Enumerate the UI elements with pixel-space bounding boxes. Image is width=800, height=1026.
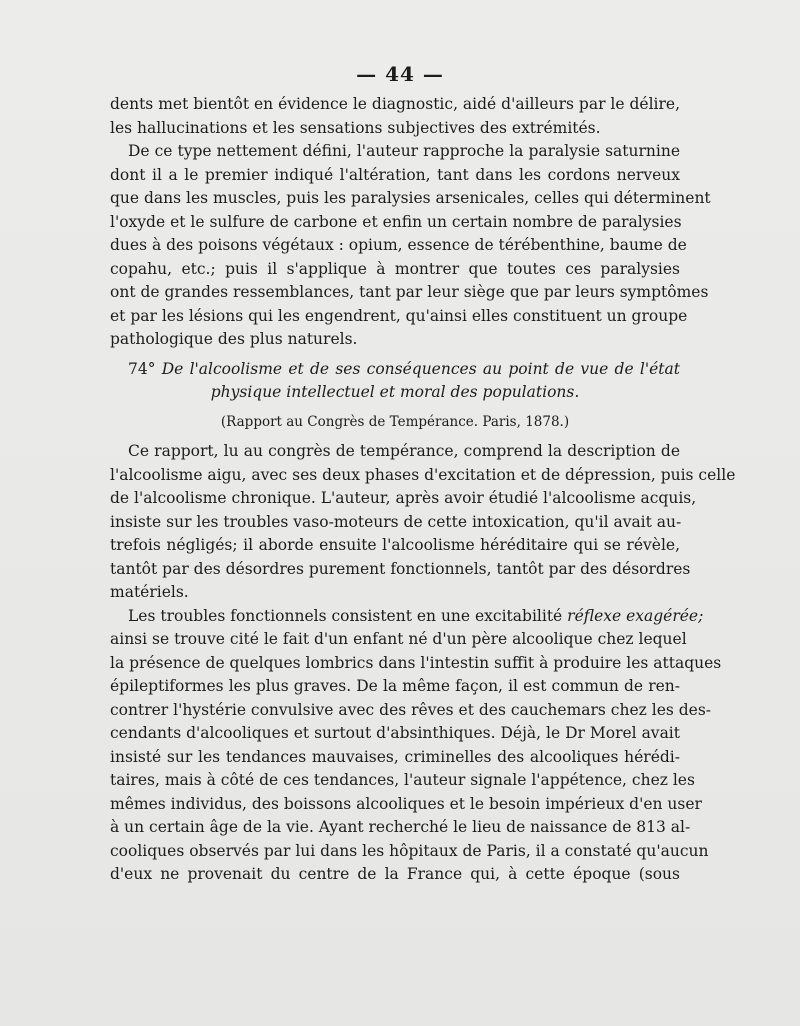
section-title-line-2: physique intellectuel et moral des populations. <box>210 383 580 401</box>
text-line: à un certain âge de la vie. Ayant recherché le lieu de naissance de 813 al- <box>110 818 691 836</box>
text-line: ont de grandes ressemblances, tant par leur siège que par leurs symptômes <box>110 283 709 301</box>
page-body <box>110 93 736 887</box>
paragraph-3 <box>110 440 736 605</box>
text-line: de l'alcoolisme chronique. L'auteur, après avoir étudié l'alcoolisme acquis, <box>110 489 697 507</box>
text-line: l'alcoolisme aigu, avec ses deux phases d'excitation et de dépression, puis celle <box>110 465 736 484</box>
text-line: les hallucinations et les sensations subjectives des extrémités. <box>110 118 601 137</box>
paragraph-2 <box>110 140 711 352</box>
text-line: pathologique des plus naturels. <box>110 330 358 348</box>
text-line: l'oxyde et le sulfure de carbone et enfin un certain nombre de paralysies <box>110 212 682 231</box>
section-title-text: De l'alcoolisme et de ses conséquences au point de vue de l'état <box>161 359 680 378</box>
section-title <box>110 358 680 405</box>
text-line: contrer l'hystérie convulsive avec des rêves et des cauchemars chez les des- <box>110 700 712 719</box>
paragraph-4 <box>110 605 722 887</box>
section-number: 74° <box>128 359 156 378</box>
text-line <box>110 605 704 629</box>
text-line: matériels. <box>110 583 189 601</box>
text-line: dues à des poisons végétaux : opium, essence de térébenthine, baume de <box>110 236 687 254</box>
text-line: De ce type nettement défini, l'auteur rapproche la paralysie saturnine <box>128 142 680 160</box>
text-line: dont il a le premier indiqué l'altération, tant dans les cordons nerveux <box>110 165 680 184</box>
text-line: et par les lésions qui les engendrent, qu'ainsi elles constituent un groupe <box>110 306 688 325</box>
page-number: — 44 — <box>356 62 444 86</box>
text-line: insisté sur les tendances mauvaises, criminelles des alcooliques hérédi- <box>110 747 680 766</box>
emphasis-text: réflexe exagérée; <box>567 606 704 625</box>
text-line: la présence de quelques lombrics dans l'intestin suffit à produire les attaques <box>110 653 722 672</box>
text-line: cendants d'alcooliques et surtout d'absinthiques. Déjà, le Dr Morel avait <box>110 724 680 742</box>
text-line: cooliques observés par lui dans les hôpitaux de Paris, il a constaté qu'aucun <box>110 841 709 860</box>
text-line: d'eux ne provenait du centre de la France qui, à cette époque (sous <box>110 865 680 883</box>
text-line: tantôt par des désordres purement fonctionnels, tantôt par des désordres <box>110 559 691 578</box>
text-line: que dans les muscles, puis les paralysies arsenicales, celles qui déterminent <box>110 189 711 207</box>
section-title-line-1 <box>110 358 680 382</box>
text-line: Ce rapport, lu au congrès de tempérance, comprend la description de <box>128 442 680 460</box>
text-line: trefois négligés; il aborde ensuite l'alcoolisme héréditaire qui se révèle, <box>110 536 680 554</box>
text-run: Les troubles fonctionnels consistent en une excitabilité <box>128 606 568 625</box>
text-line: insiste sur les troubles vaso-moteurs de cette intoxication, qu'il avait au- <box>110 512 682 531</box>
text-line: taires, mais à côté de ces tendances, l'auteur signale l'appétence, chez les <box>110 771 695 789</box>
paragraph-1 <box>110 93 680 140</box>
text-line: dents met bientôt en évidence le diagnostic, aidé d'ailleurs par le délire, <box>110 95 680 113</box>
text-line: ainsi se trouve cité le fait d'un enfant né d'un père alcoolique chez lequel <box>110 630 687 648</box>
text-line: épileptiformes les plus graves. De la même façon, il est commun de ren- <box>110 677 680 695</box>
text-line: copahu, etc.; puis il s'applique à montrer que toutes ces paralysies <box>110 259 680 278</box>
source-note: (Rapport au Congrès de Tempérance. Paris, 1878.) <box>220 413 570 430</box>
text-line: mêmes individus, des boissons alcooliques et le besoin impérieux d'en user <box>110 794 702 813</box>
